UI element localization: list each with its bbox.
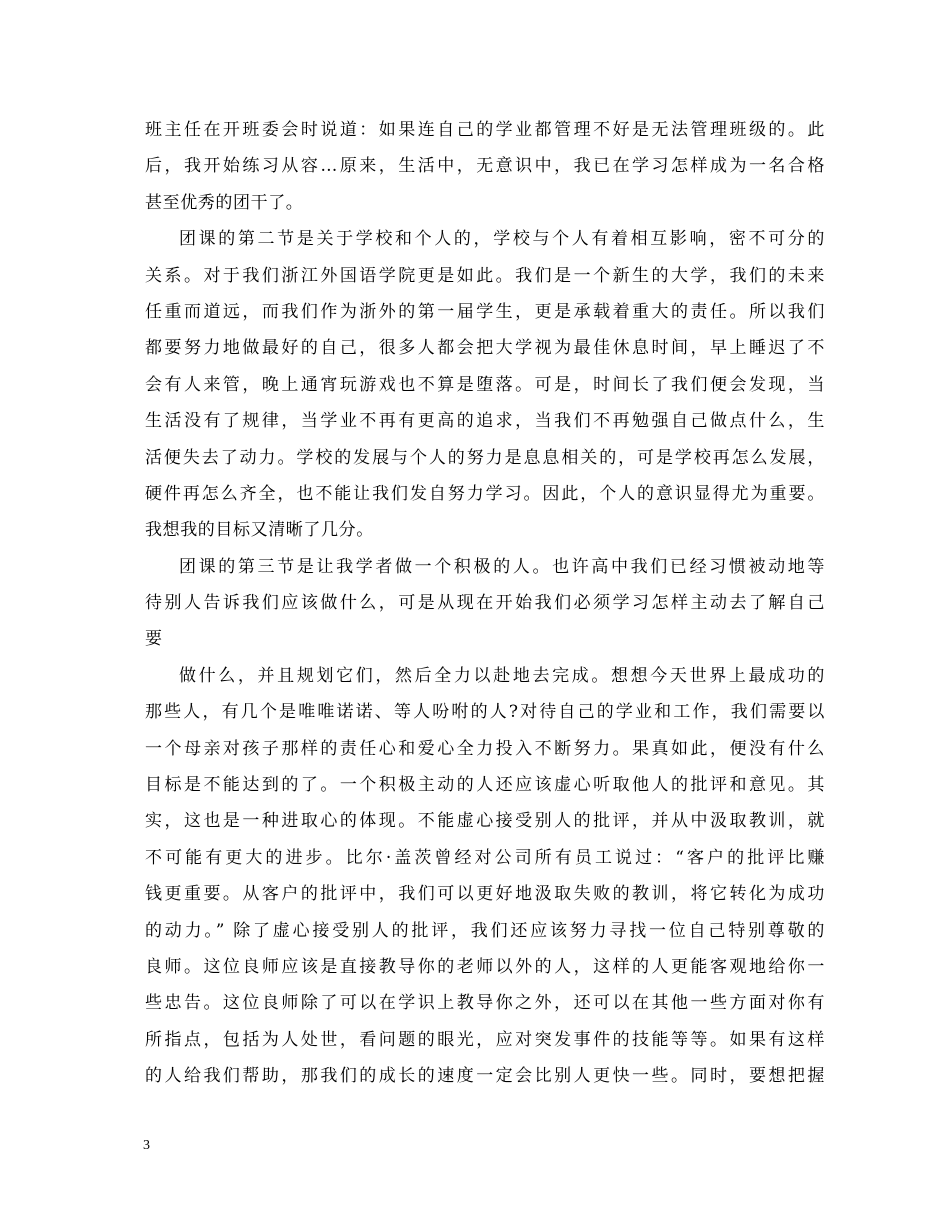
text-line: 做什么，并且规划它们，然后全力以赴地去完成。想想今天世界上最成功的	[179, 665, 825, 686]
text-line: 关系。对于我们浙江外国语学院更是如此。我们是一个新生的大学，我们的未来	[145, 265, 825, 286]
text-line: 甚至优秀的团干了。	[145, 192, 304, 213]
text-line: 班主任在开班委会时说道：如果连自己的学业都管理不好是无法管理班级的。此	[145, 120, 825, 140]
text-line: 待别人告诉我们应该做什么，可是从现在开始我们必须学习怎样主动去了解自己	[145, 593, 825, 614]
text-line: 些忠告。这位良师除了可以在学识上教导你之外，还可以在其他一些方面对你有	[145, 993, 825, 1014]
text-line: 后，我开始练习从容…原来，生活中，无意识中，我已在学习怎样成为一名合格	[145, 156, 825, 177]
text-line: 的动力。” 除了虚心接受别人的批评，我们还应该努力寻找一位自己特别尊敬的	[145, 920, 825, 941]
text-line: 会有人来管，晚上通宵玩游戏也不算是堕落。可是，时间长了我们便会发现，当	[145, 374, 825, 395]
page-number: 3	[143, 1138, 150, 1153]
text-line: 不可能有更大的进步。比尔·盖茨曾经对公司所有员工说过：“客户的批评比赚	[145, 847, 825, 868]
text-line: 实，这也是一种进取心的体现。不能虚心接受别人的批评，并从中汲取教训，就	[145, 811, 825, 832]
text-line: 活便失去了动力。学校的发展与个人的努力是息息相关的，可是学校再怎么发展，	[145, 447, 825, 468]
text-line: 我想我的目标又清晰了几分。	[145, 520, 374, 541]
text-line: 硬件再怎么齐全，也不能让我们发自努力学习。因此，个人的意识显得尤为重要。	[145, 483, 825, 504]
text-line: 所指点，包括为人处世，看问题的眼光，应对突发事件的技能等等。如果有这样	[145, 1029, 825, 1050]
text-line: 团课的第二节是关于学校和个人的，学校与个人有着相互影响，密不可分的	[179, 229, 825, 250]
text-line: 生活没有了规律，当学业不再有更高的追求，当我们不再勉强自己做点什么，生	[145, 411, 825, 432]
text-line: 一个母亲对孩子那样的责任心和爱心全力投入不断努力。果真如此，便没有什么	[145, 738, 825, 759]
text-line: 都要努力地做最好的自己，很多人都会把大学视为最佳休息时间，早上睡迟了不	[145, 338, 825, 359]
text-line: 的人给我们帮助，那我们的成长的速度一定会比别人更快一些。同时，要想把握	[145, 1066, 825, 1087]
text-line: 那些人，有几个是唯唯诺诺、等人吩咐的人?对待自己的学业和工作，我们需要以	[145, 702, 825, 723]
text-line: 良师。这位良师应该是直接教导你的老师以外的人，这样的人更能客观地给你一	[145, 956, 825, 977]
text-line: 要	[145, 629, 163, 650]
text-line: 钱更重要。从客户的批评中，我们可以更好地汲取失败的教训，将它转化为成功	[145, 884, 825, 905]
text-line: 任重而道远，而我们作为浙外的第一届学生，更是承载着重大的责任。所以我们	[145, 301, 825, 322]
body-text	[145, 112, 825, 1095]
text-line: 团课的第三节是让我学者做一个积极的人。也许高中我们已经习惯被动地等	[179, 556, 825, 577]
text-line: 目标是不能达到的了。一个积极主动的人还应该虚心听取他人的批评和意见。其	[145, 775, 825, 796]
